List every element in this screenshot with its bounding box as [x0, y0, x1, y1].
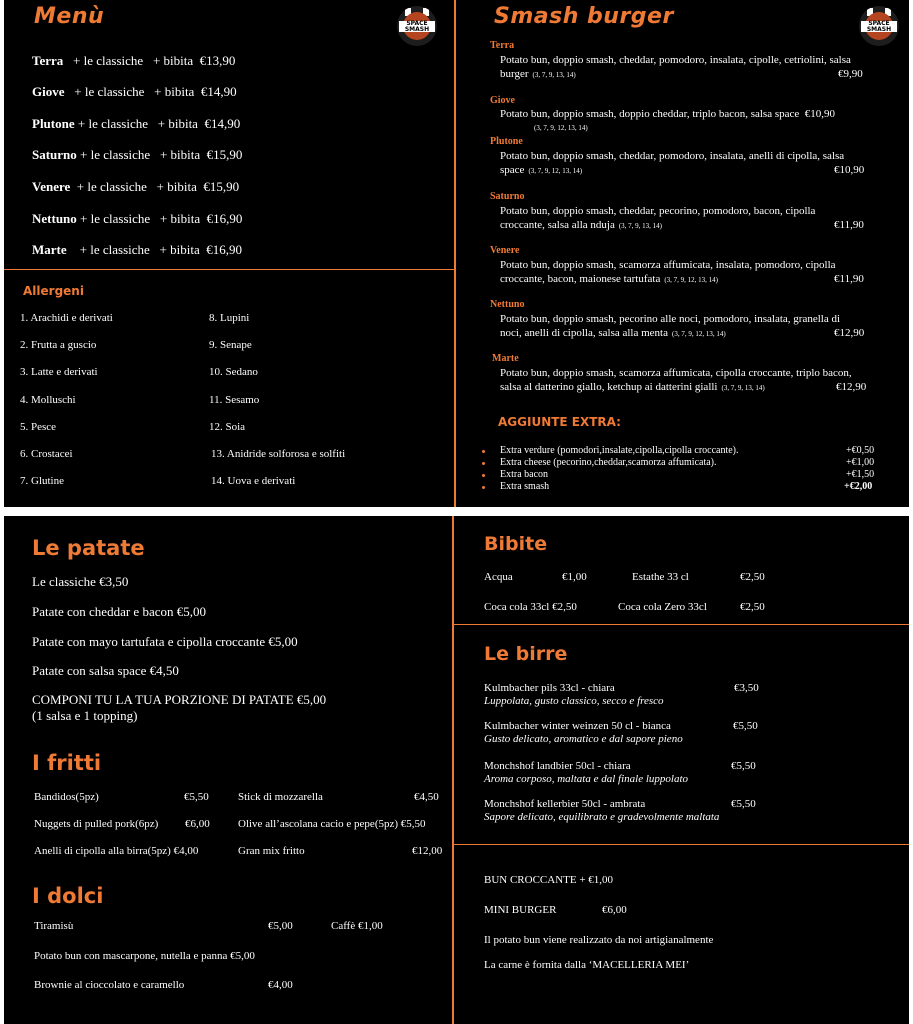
bibite-item: Estathe 33 cl: [632, 571, 689, 583]
mini-burger: MINI BURGER: [484, 904, 557, 916]
smash-burger-title: Smash burger: [494, 4, 674, 29]
beer-price: €3,50: [734, 682, 759, 694]
burger-desc: salsa al datterino giallo, ketchup ai datterini gialli (3, 7, 9, 13, 14): [500, 381, 765, 393]
extra-price: +€1,00: [846, 457, 875, 468]
allergen-item: 8. Lupini: [209, 312, 250, 324]
burger-desc: Potato bun, doppio smash, cheddar, pomodoro, insalata, cipolle, cetriolini, salsa: [500, 54, 851, 66]
allergen-item: 12. Soia: [209, 421, 246, 433]
beer-price: €5,50: [731, 760, 756, 772]
fritti-price: €12,00: [412, 845, 443, 857]
patate-item: Patate con cheddar e bacon €5,00: [32, 604, 206, 619]
dolci-item: Tiramisù: [34, 920, 74, 932]
space-smash-logo-right: SPACE SMASH: [859, 6, 899, 46]
beer-name: Kulmbacher winter weinzen 50 cl - bianca: [484, 720, 671, 732]
horizontal-divider: [454, 844, 909, 845]
allergen-item: 13. Anidride solforosa e solfiti: [211, 448, 346, 460]
beer-desc: Luppolata, gusto classico, secco e fresco: [484, 695, 664, 707]
bibite-price: €1,00: [562, 571, 587, 583]
beer-desc: Gusto delicato, aromatico e dal sapore pieno: [484, 733, 683, 745]
burger-desc: Potato bun, doppio smash, doppio cheddar, triplo bacon, salsa space €10,90: [500, 108, 836, 120]
burger-desc: Potato bun, doppio smash, pecorino alle noci, pomodoro, insalata, granella di: [500, 313, 841, 325]
bibite-price: €2,50: [740, 601, 765, 613]
allergen-item: 6. Crostacei: [20, 448, 73, 460]
burger-price: €12,90: [834, 327, 865, 339]
patate-item: Le classiche €3,50: [32, 574, 129, 589]
extra-item: Extra smash: [500, 481, 550, 492]
combo-item: Plutone + le classiche + bibita €14,90: [32, 116, 241, 131]
vertical-divider: [454, 0, 456, 507]
allergen-item: 9. Senape: [209, 339, 252, 351]
dolci-price: €4,00: [268, 979, 293, 991]
patate-item: COMPONI TU LA TUA PORZIONE DI PATATE €5,00: [32, 692, 327, 707]
allergeni-title: Allergeni: [23, 284, 84, 298]
burger-desc: croccante, salsa alla nduja (3, 7, 9, 13, 14): [500, 219, 663, 231]
combo-item: Venere + le classiche + bibita €15,90: [32, 179, 240, 194]
burger-name: Marte: [492, 353, 519, 364]
burger-desc: burger (3, 7, 9, 13, 14): [500, 68, 576, 80]
dolci-item: Caffè €1,00: [331, 920, 383, 932]
extra-price: +€0,50: [846, 445, 875, 456]
fritti-item: Gran mix fritto: [238, 845, 305, 857]
bibite-price: €2,50: [740, 571, 765, 583]
potato-bun-note: Il potato bun viene realizzato da noi artigianalmente: [484, 934, 714, 946]
burger-allergens: (3, 7, 9, 12, 13, 14): [534, 124, 588, 132]
dolci-item: Potato bun con mascarpone, nutella e panna €5,00: [34, 950, 255, 962]
mini-burger-price: €6,00: [602, 904, 627, 916]
beer-name: Kulmbacher pils 33cl - chiara: [484, 682, 615, 694]
burger-name: Terra: [490, 40, 515, 51]
extra-item: Extra cheese (pecorino,cheddar,scamorza affumicata).: [500, 457, 717, 468]
combo-item: Terra + le classiche + bibita €13,90: [32, 53, 236, 68]
fritti-title: I fritti: [32, 751, 102, 775]
extra-price: +€1,50: [846, 469, 875, 480]
allergen-item: 7. Glutine: [20, 475, 64, 487]
beer-desc: Sapore delicato, equilibrato e gradevolmente maltata: [484, 811, 720, 823]
fritti-price: €6,00: [185, 818, 210, 830]
vertical-divider: [452, 516, 454, 1024]
extra-item: Extra bacon: [500, 469, 549, 480]
burger-name: Nettuno: [490, 299, 525, 310]
burger-desc: croccante, bacon, maionese tartufata (3, 7, 9, 12, 13, 14): [500, 273, 718, 285]
burger-desc: Potato bun, doppio smash, scamorza affumicata, cipolla croccante, triplo bacon,: [500, 367, 852, 379]
bibite-item: Acqua: [484, 571, 513, 583]
extra-price: +€2,00: [844, 481, 873, 492]
combo-item: Marte + le classiche + bibita €16,90: [32, 242, 242, 257]
bottom-menu-page: [4, 516, 909, 1024]
allergen-item: 11. Sesamo: [209, 394, 260, 406]
combo-item: Giove + le classiche + bibita €14,90: [32, 84, 237, 99]
allergen-item: 5. Pesce: [20, 421, 57, 433]
bibite-title: Bibite: [484, 533, 548, 555]
extra-item: Extra verdure (pomodori,insalate,cipolla,cipolla croccante).: [500, 445, 739, 456]
bun-croccante: BUN CROCCANTE + €1,00: [484, 874, 614, 886]
allergen-item: 3. Latte e derivati: [20, 366, 98, 378]
allergen-item: 1. Arachidi e derivati: [20, 312, 113, 324]
combo-item: Nettuno + le classiche + bibita €16,90: [32, 211, 243, 226]
burger-price: €9,90: [838, 68, 863, 80]
dolci-item: Brownie al cioccolato e caramello: [34, 979, 185, 991]
beer-name: Monchshof kellerbier 50cl - ambrata: [484, 798, 646, 810]
fritti-item: Nuggets di pulled pork(6pz): [34, 818, 159, 830]
fritti-item: Olive all’ascolana cacio e pepe(5pz) €5,50: [238, 818, 426, 830]
fritti-price: €4,50: [414, 791, 439, 803]
bibite-item: Coca cola Zero 33cl: [618, 601, 707, 613]
birre-title: Le birre: [484, 643, 568, 665]
allergen-item: 10. Sedano: [209, 366, 258, 378]
burger-name: Venere: [490, 245, 520, 256]
burger-desc: noci, anelli di cipolla, salsa alla menta (3, 7, 9, 12, 13, 14): [500, 327, 726, 339]
beer-name: Monchshof landbier 50cl - chiara: [484, 760, 631, 772]
burger-desc: space (3, 7, 9, 12, 13, 14): [500, 164, 583, 176]
allergen-item: 4. Molluschi: [20, 394, 76, 406]
top-menu-page: [4, 0, 909, 507]
patate-item: Patate con mayo tartufata e cipolla croccante €5,00: [32, 634, 298, 649]
fritti-item: Stick di mozzarella: [238, 791, 323, 803]
beer-price: €5,50: [733, 720, 758, 732]
burger-desc: Potato bun, doppio smash, cheddar, pecorino, pomodoro, bacon, cipolla: [500, 205, 816, 217]
fritti-item: Anelli di cipolla alla birra(5pz) €4,00: [34, 845, 199, 857]
patate-note: (1 salsa e 1 topping): [32, 708, 138, 723]
burger-desc: Potato bun, doppio smash, cheddar, pomodoro, insalata, anelli di cipolla, salsa: [500, 150, 845, 162]
beer-desc: Aroma corposo, maltata e dal finale luppolato: [484, 773, 688, 785]
extras-title: AGGIUNTE EXTRA:: [498, 415, 621, 429]
burger-price: €12,90: [836, 381, 867, 393]
burger-name: Plutone: [490, 136, 523, 147]
burger-price: €10,90: [834, 164, 865, 176]
horizontal-divider: [4, 269, 454, 270]
burger-price: €11,90: [834, 219, 864, 231]
horizontal-divider: [454, 624, 909, 625]
dolci-price: €5,00: [268, 920, 293, 932]
allergen-item: 2. Frutta a guscio: [20, 339, 97, 351]
allergen-item: 14. Uova e derivati: [211, 475, 296, 487]
burger-price: €11,90: [834, 273, 864, 285]
burger-name: Saturno: [490, 191, 525, 202]
patate-title: Le patate: [32, 536, 145, 560]
menu-title: Menù: [34, 4, 105, 29]
fritti-price: €5,50: [184, 791, 209, 803]
dolci-title: I dolci: [32, 884, 104, 908]
patate-item: Patate con salsa space €4,50: [32, 663, 179, 678]
burger-desc: Potato bun, doppio smash, scamorza affumicata, insalata, pomodoro, cipolla: [500, 259, 836, 271]
beer-price: €5,50: [731, 798, 756, 810]
burger-name: Giove: [490, 95, 515, 106]
fritti-item: Bandidos(5pz): [34, 791, 99, 803]
bibite-item: Coca cola 33cl €2,50: [484, 601, 577, 613]
space-smash-logo: SPACE SMASH: [397, 6, 437, 46]
combo-item: Saturno + le classiche + bibita €15,90: [32, 147, 243, 162]
carne-note: La carne è fornita dalla ‘MACELLERIA MEI’: [484, 959, 690, 971]
